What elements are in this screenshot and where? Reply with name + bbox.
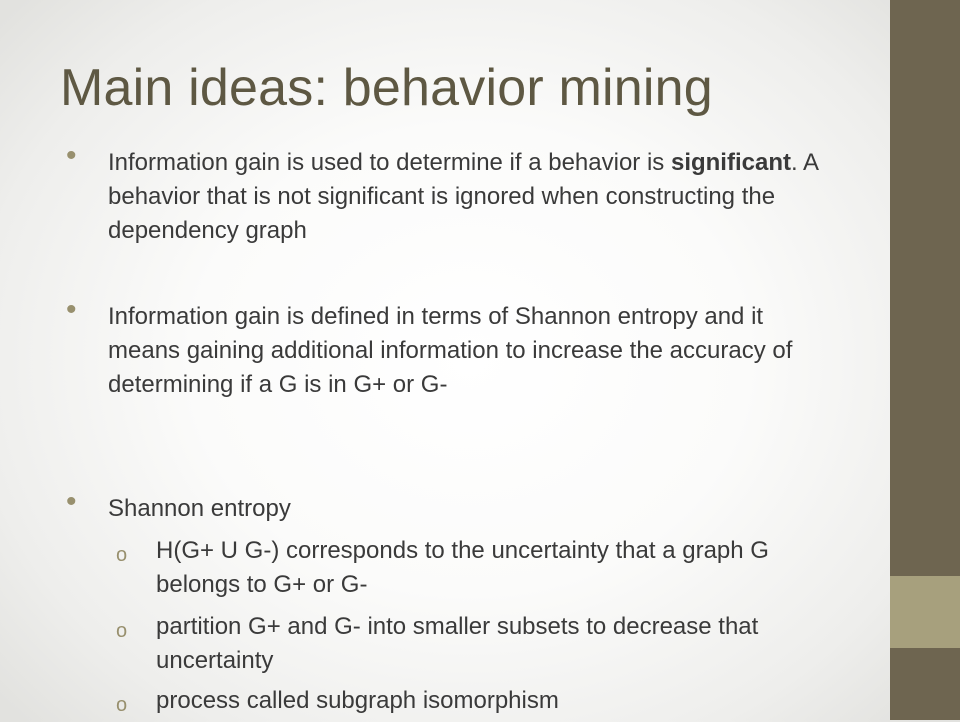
sub-bullet-marker: o bbox=[116, 544, 128, 566]
bullet-3-text: Shannon entropy bbox=[108, 495, 291, 522]
sub-bullet-3-text: process called subgraph isomorphism bbox=[156, 687, 559, 714]
sidebar-middle-band bbox=[890, 576, 960, 648]
bullet-item-2 bbox=[66, 293, 828, 402]
sub-bullet-marker: o bbox=[116, 620, 128, 642]
sub-bullet-item-2 bbox=[116, 610, 846, 678]
sub-bullet-item-3 bbox=[116, 684, 846, 718]
sidebar-bottom-band bbox=[890, 648, 960, 720]
bullet-1-text-end: . A behavior that is not significant is ignored when constructing the dependency graph bbox=[108, 149, 818, 244]
slide-title: Main ideas: behavior mining bbox=[60, 59, 713, 117]
bullet-1-bold-term: significant bbox=[670, 149, 791, 176]
sub-bullet-marker: o bbox=[116, 694, 128, 716]
bullet-dot: • bbox=[66, 485, 77, 518]
sub-bullet-item-1 bbox=[116, 534, 846, 602]
bullet-1-text-start: Information gain is used to determine if a behavior is bbox=[108, 149, 671, 176]
bullet-dot: • bbox=[66, 293, 77, 326]
bullet-2-text: Information gain is defined in terms of Shannon entropy and it means gaining additional information to increase the accuracy of determining if a G is in G+ or G- bbox=[108, 303, 793, 398]
sub-bullet-2-text: partition G+ and G- into smaller subsets to decrease that uncertainty bbox=[156, 613, 759, 674]
bullet-item-3 bbox=[66, 485, 828, 526]
bullet-item-1 bbox=[66, 139, 828, 248]
sidebar-top-band bbox=[890, 0, 960, 576]
bullet-dot: • bbox=[66, 139, 77, 172]
sub-bullet-1-text: H(G+ U G-) corresponds to the uncertainty that a graph G belongs to G+ or G- bbox=[156, 537, 769, 598]
